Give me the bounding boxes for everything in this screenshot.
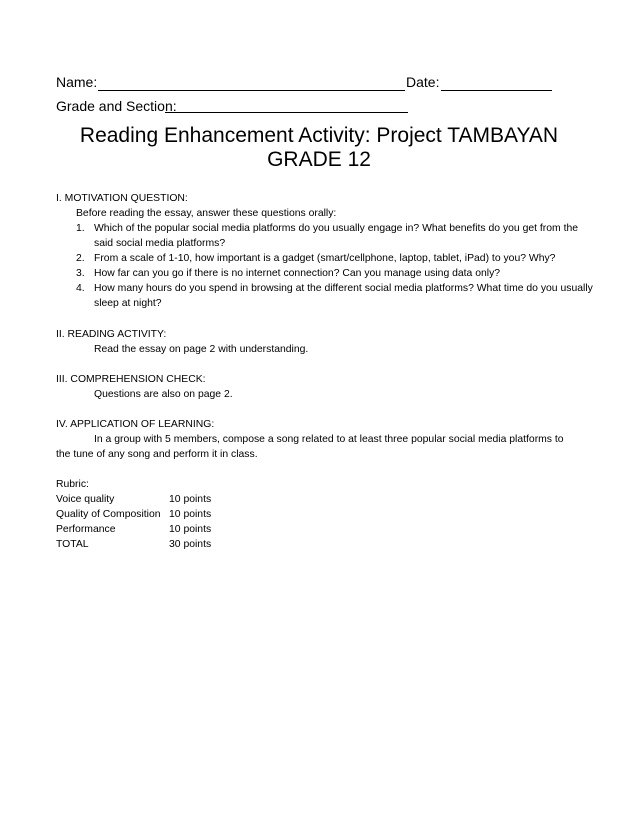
- rubric-criterion: Performance: [56, 524, 116, 535]
- list-item-number: 3.: [76, 268, 85, 279]
- rubric-points: 30 points: [169, 539, 212, 550]
- list-item-text: From a scale of 1-10, how important is a gadget (smart/cellphone, laptop, tablet, iPad) to you? Why?: [94, 253, 556, 264]
- section-motivation-heading: I. MOTIVATION QUESTION:: [56, 193, 188, 204]
- rubric-points: 10 points: [169, 494, 212, 505]
- list-item: [76, 221, 594, 251]
- list-item-number: 1.: [76, 223, 85, 234]
- list-item-text: Which of the popular social media platforms do you usually engage in? What benefits do you get from the said social media platforms?: [94, 223, 579, 249]
- date-blank-line: [441, 90, 552, 91]
- rubric-criterion: TOTAL: [56, 539, 89, 550]
- list-item-text: How many hours do you spend in browsing at the different social media platforms? What time do you usually sleep at night?: [94, 283, 593, 309]
- section-motivation-intro: Before reading the essay, answer these questions orally:: [76, 208, 337, 219]
- rubric-row: [56, 537, 211, 552]
- section-reading-heading: II. READING ACTIVITY:: [56, 329, 167, 340]
- list-item: [76, 266, 594, 281]
- list-item-number: 2.: [76, 253, 85, 264]
- name-blank-line: [98, 90, 405, 91]
- grade-section-blank-line: [165, 112, 408, 113]
- rubric-row: [56, 492, 211, 507]
- list-item-number: 4.: [76, 283, 85, 294]
- grade-section-label: Grade and Section:: [56, 98, 177, 114]
- rubric-criterion: Voice quality: [56, 494, 115, 505]
- rubric-row: [56, 522, 211, 537]
- name-label: Name:: [56, 74, 98, 90]
- page-title: Reading Enhancement Activity: Project TAMBAYAN: [79, 124, 559, 147]
- rubric-points: 10 points: [169, 524, 212, 535]
- rubric-row: [56, 507, 211, 522]
- section-application-text-line1: In a group with 5 members, compose a song related to at least three popular social media platforms to: [94, 434, 564, 445]
- page-subtitle: GRADE 12: [267, 148, 371, 171]
- date-label: Date:: [406, 74, 440, 90]
- section-application-heading: IV. APPLICATION OF LEARNING:: [56, 419, 215, 430]
- motivation-question-list: [76, 221, 594, 311]
- list-item: [76, 281, 594, 311]
- rubric-heading: Rubric:: [56, 479, 89, 490]
- section-application-text-line2: the tune of any song and perform it in class.: [56, 449, 258, 460]
- rubric-points: 10 points: [169, 509, 212, 520]
- section-comprehension-heading: III. COMPREHENSION CHECK:: [56, 374, 206, 385]
- section-reading-text: Read the essay on page 2 with understanding.: [94, 344, 309, 355]
- section-comprehension-text: Questions are also on page 2.: [94, 389, 233, 400]
- list-item-text: How far can you go if there is no internet connection? Can you manage using data only?: [94, 268, 501, 279]
- rubric-criterion: Quality of Composition: [56, 509, 161, 520]
- list-item: [76, 251, 594, 266]
